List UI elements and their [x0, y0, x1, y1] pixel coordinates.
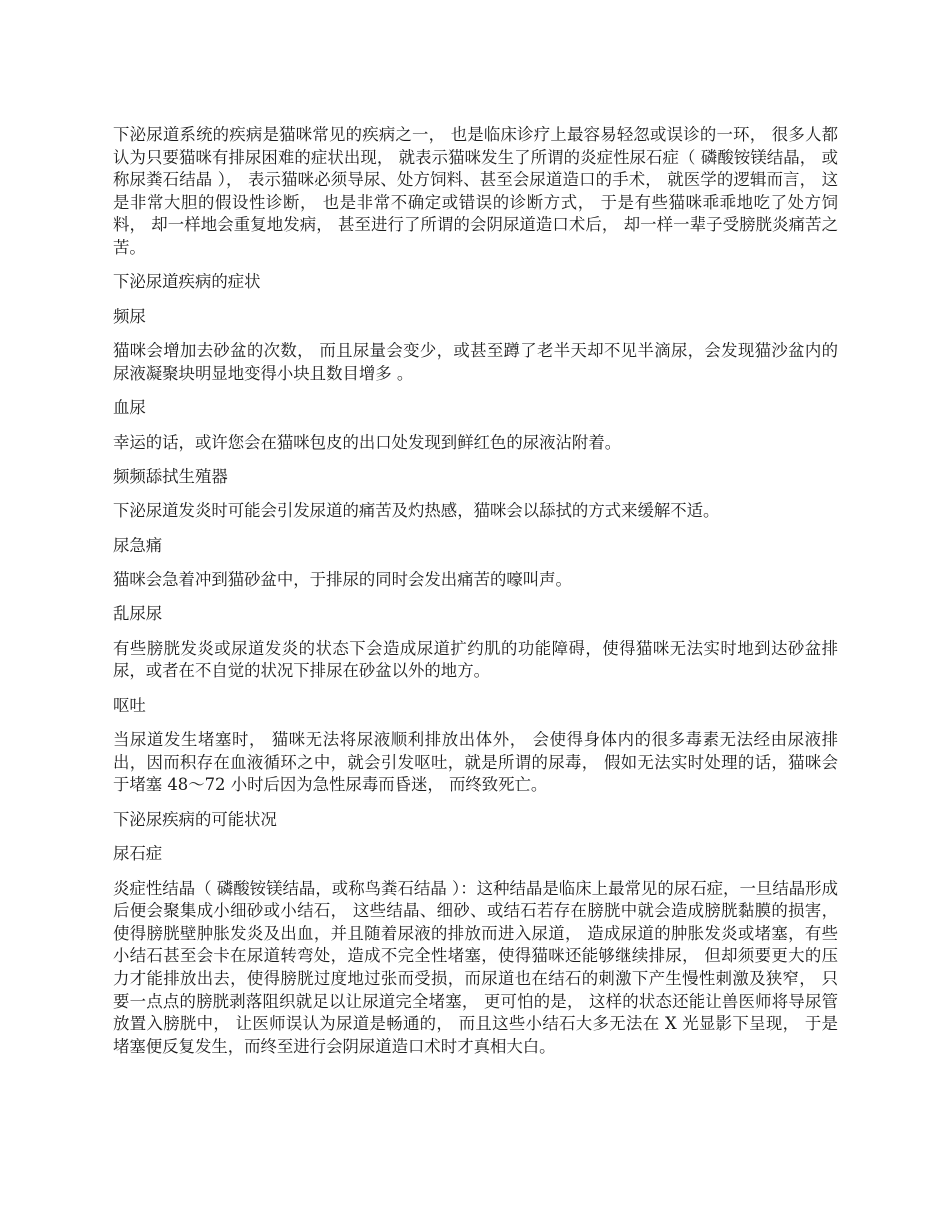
inappropriate-urination-paragraph: 有些膀胱发炎或尿道发炎的状态下会造成尿道扩约肌的功能障碍，使得猫咪无法实时地到达砂盆排尿，或者在不自觉的状况下排尿在砂盆以外的地方。: [113, 638, 838, 681]
subheading-genital-licking: 频频舔拭生殖器: [113, 466, 228, 486]
urolithiasis-paragraph: 炎症性结晶（ 磷酸铵镁结晶，或称鸟粪石结晶 ）：这种结晶是临床上最常见的尿石症，一旦结晶形成后便会聚集成小细砂或小结石， 这些结晶、细砂、或结石若存在膀胱中就会造成膀胱黏膜的损害， 使得膀胱壁肿胀发炎及出血，并且随着尿液的排放而进入尿道， 造成尿道的肿胀发炎或堵塞，有些小结石甚至会卡在尿道转弯处，造成不完全性堵塞，使得猫咪还能够继续排尿， 但却须要更大的压力才能排放出去，使得膀胱过度地过张而受损，而尿道也在结石的刺激下产生慢性刺激及狭窄， 只要一点点的膀胱剥落阻织就足以让尿道完全堵塞， 更可怕的是， 这样的状态还能让兽医师将导尿管放置入膀胱中， 让医师误认为尿道是畅通的， 而且这些小结石大多无法在 X 光显影下呈现， 于是堵塞便反复发生，而终至进行会阴尿道造口术时才真相大白。: [113, 878, 838, 1056]
subheading-frequent-urination: 频尿: [113, 306, 146, 326]
urgency-pain-paragraph: 猫咪会急着冲到猫砂盆中，于排尿的同时会发出痛苦的嚎叫声。: [113, 570, 572, 590]
genital-licking-paragraph: 下泌尿道发炎时可能会引发尿道的痛苦及灼热感，猫咪会以舔拭的方式来缓解不适。: [113, 501, 720, 521]
hematuria-paragraph: 幸运的话，或许您会在猫咪包皮的出口处发现到鲜红色的尿液沾附着。: [113, 432, 622, 452]
vomiting-paragraph: 当尿道发生堵塞时， 猫咪无法将尿液顺利排放出体外， 会使得身体内的很多毒素无法经由尿液排出，因而积存在血液循环之中，就会引发呕吐，就是所谓的尿毒， 假如无法实时处理的话，猫咪会于堵塞 48～72 小时后因为急性尿毒而昏迷， 而终致死亡。: [113, 730, 838, 795]
section-heading-possible-conditions: 下泌尿疾病的可能状况: [113, 809, 277, 829]
intro-paragraph: 下泌尿道系统的疾病是猫咪常见的疾病之一， 也是临床诊疗上最容易轻忽或误诊的一环， 很多人都认为只要猫咪有排尿困难的症状出现， 就表示猫咪发生了所谓的炎症性尿石症（ 磷酸铵镁结晶， 或称尿粪石结晶 ）， 表示猫咪必须导尿、处方饲料、甚至会尿道造口的手术， 就医学的逻辑而言， 这是非常大胆的假设性诊断， 也是非常不确定或错误的诊断方式， 于是有些猫咪乖乖地吃了处方饲料， 却一样地会重复地发病， 甚至进行了所谓的会阴尿道造口术后， 却一样一辈子受膀胱炎痛苦之苦。: [113, 125, 838, 257]
subheading-urgency-pain: 尿急痛: [113, 535, 163, 555]
document-body: [113, 124, 838, 1070]
subheading-urolithiasis: 尿石症: [113, 844, 163, 864]
section-heading-symptoms: 下泌尿道疾病的症状: [113, 272, 261, 292]
subheading-hematuria: 血尿: [113, 398, 146, 418]
subheading-inappropriate-urination: 乱尿尿: [113, 604, 163, 624]
frequent-urination-paragraph: 猫咪会增加去砂盆的次数， 而且尿量会变少，或甚至蹲了老半天却不见半滴尿，会发现猫沙盆内的尿液凝聚块明显地变得小块且数目增多 。: [113, 341, 838, 383]
subheading-vomiting: 呕吐: [113, 695, 146, 715]
